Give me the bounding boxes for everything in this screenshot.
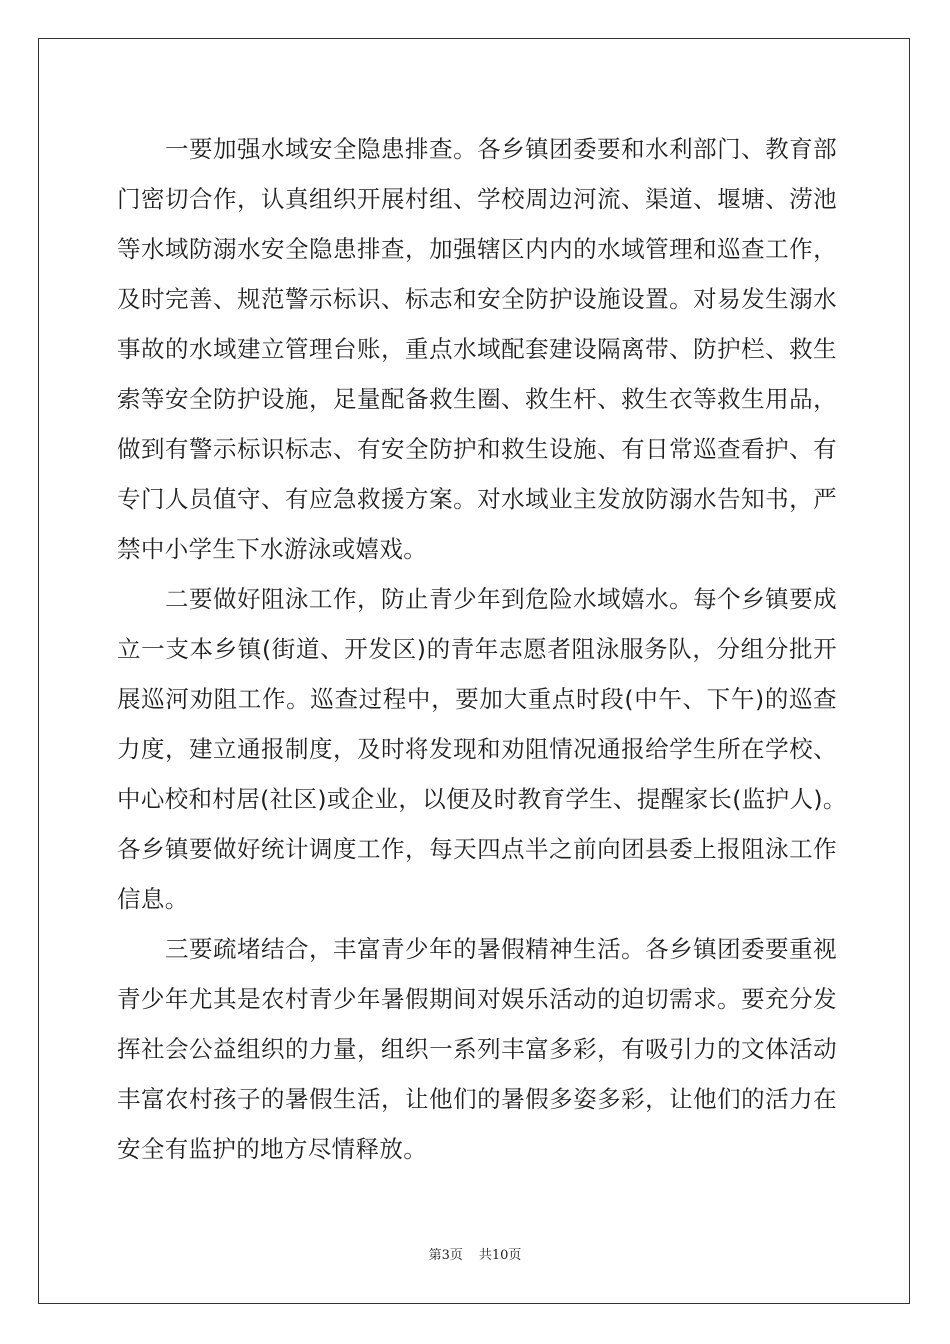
text-line: 二要做好阻泳工作，防止青少年到危险水域嬉水。每个乡镇要成 <box>117 585 837 613</box>
text-line: 挥社会公益组织的力量，组织一系列丰富多彩，有吸引力的文体活动 <box>117 1035 837 1063</box>
text-line: 各乡镇要做好统计调度工作，每天四点半之前向团县委上报阻泳工作 <box>117 835 837 863</box>
page-border <box>38 38 910 1304</box>
text-line: 事故的水域建立管理台账，重点水域配套建设隔离带、防护栏、救生 <box>117 335 837 363</box>
text-line: 门密切合作，认真组织开展村组、学校周边河流、渠道、堰塘、涝池 <box>117 185 837 213</box>
text-line: 等水域防溺水安全隐患排查，加强辖区内内的水域管理和巡查工作， <box>117 235 837 263</box>
page-footer <box>0 1246 950 1266</box>
text-line: 展巡河劝阻工作。巡查过程中，要加大重点时段(中午、下午)的巡查 <box>117 685 837 713</box>
text-line: 一要加强水域安全隐患排查。各乡镇团委要和水利部门、教育部 <box>117 135 837 163</box>
text-line: 安全有监护的地方尽情释放。 <box>117 1135 428 1163</box>
text-line: 禁中小学生下水游泳或嬉戏。 <box>117 535 428 563</box>
text-line: 索等安全防护设施，足量配备救生圈、救生杆、救生衣等救生用品， <box>117 385 837 413</box>
text-line: 三要疏堵结合，丰富青少年的暑假精神生活。各乡镇团委要重视 <box>117 935 837 963</box>
text-line: 信息。 <box>117 885 189 913</box>
page-total: 共10页 <box>478 1248 522 1263</box>
text-line: 力度，建立通报制度，及时将发现和劝阻情况通报给学生所在学校、 <box>117 735 837 763</box>
text-line: 专门人员值守、有应急救援方案。对水域业主发放防溺水告知书，严 <box>117 485 837 513</box>
page-number: 第3页 <box>428 1248 463 1263</box>
text-line: 及时完善、规范警示标识、标志和安全防护设施设置。对易发生溺水 <box>117 285 837 313</box>
text-line: 立一支本乡镇(街道、开发区)的青年志愿者阻泳服务队，分组分批开 <box>117 635 837 663</box>
text-line: 青少年尤其是农村青少年暑假期间对娱乐活动的迫切需求。要充分发 <box>117 985 837 1013</box>
text-line: 做到有警示标识标志、有安全防护和救生设施、有日常巡查看护、有 <box>117 435 837 463</box>
text-line: 中心校和村居(社区)或企业，以便及时教育学生、提醒家长(监护人)。 <box>117 785 847 813</box>
text-line: 丰富农村孩子的暑假生活，让他们的暑假多姿多彩，让他们的活力在 <box>117 1085 837 1113</box>
